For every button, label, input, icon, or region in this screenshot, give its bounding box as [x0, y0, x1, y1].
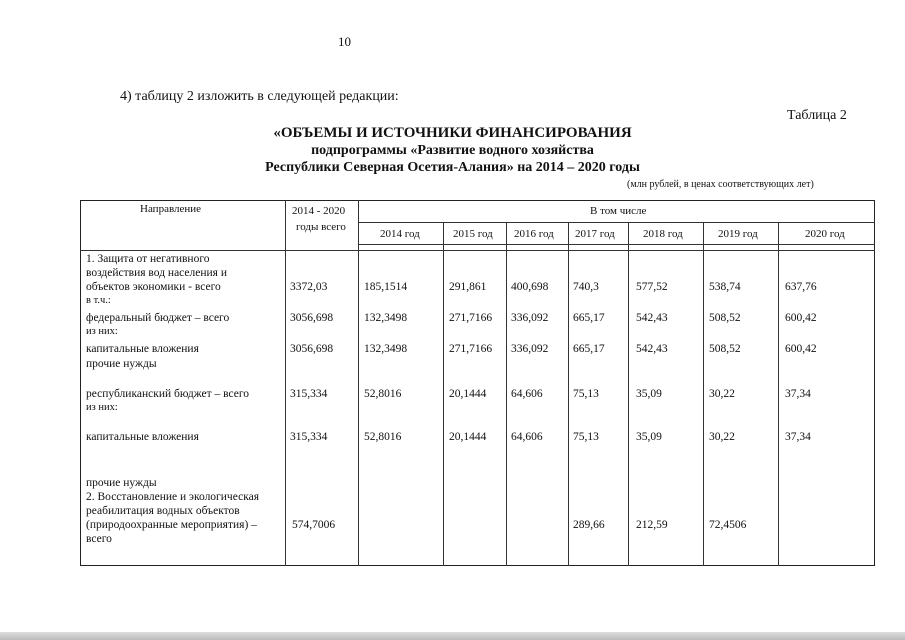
- col-divider: [443, 222, 444, 566]
- table-cell: 20,1444: [449, 388, 487, 400]
- table-cell: 508,52: [709, 343, 741, 355]
- row-label: из них:: [86, 326, 118, 337]
- table-cell: 212,59: [636, 519, 668, 531]
- table-cell: 3372,03: [290, 281, 328, 293]
- table-cell: 3056,698: [290, 312, 334, 324]
- row-label: (природоохранные мероприятия) –: [86, 519, 257, 531]
- row-label: капитальные вложения: [86, 343, 199, 355]
- table-cell: 75,13: [573, 388, 599, 400]
- table-cell: 37,34: [785, 431, 811, 443]
- table-cell: 665,17: [573, 312, 605, 324]
- col-divider: [358, 200, 359, 566]
- row-label: воздействия вод населения и: [86, 267, 227, 279]
- table-cell: 400,698: [511, 281, 549, 293]
- col-divider: [703, 222, 704, 566]
- table-cell: 336,092: [511, 312, 549, 324]
- table-cell: 35,09: [636, 388, 662, 400]
- col-divider: [778, 222, 779, 566]
- table-cell: 132,3498: [364, 312, 408, 324]
- table-cell: 542,43: [636, 343, 668, 355]
- units-note: (млн рублей, в ценах соответствующих лет): [627, 179, 814, 190]
- header-including: В том числе: [590, 205, 647, 217]
- table-cell: 291,861: [449, 281, 487, 293]
- table-cell: 289,66: [573, 519, 605, 531]
- table-cell: 315,334: [290, 388, 328, 400]
- header-year: 2017 год: [575, 228, 615, 240]
- table-cell: 665,17: [573, 343, 605, 355]
- row-label: республиканский бюджет – всего: [86, 388, 250, 400]
- header-year: 2014 год: [380, 228, 420, 240]
- table-cell: 336,092: [511, 343, 549, 355]
- table-cell: 508,52: [709, 312, 741, 324]
- header-year: 2018 год: [643, 228, 683, 240]
- row-label: федеральный бюджет – всего: [86, 312, 230, 324]
- header-divider: [80, 250, 875, 251]
- table-cell: 185,1514: [364, 281, 408, 293]
- header-year: 2020 год: [805, 228, 845, 240]
- table-cell: 37,34: [785, 388, 811, 400]
- page-number: 10: [338, 34, 351, 49]
- table-cell: 132,3498: [364, 343, 408, 355]
- row-label: в т.ч.:: [86, 295, 111, 306]
- table-cell: 271,7166: [449, 312, 493, 324]
- table-cell: 52,8016: [364, 388, 402, 400]
- table-cell: 30,22: [709, 431, 735, 443]
- col-divider: [628, 222, 629, 566]
- row-label: всего: [86, 533, 112, 545]
- table-cell: 35,09: [636, 431, 662, 443]
- row-label: 1. Защита от негативного: [86, 253, 210, 265]
- header-direction: Направление: [140, 203, 202, 215]
- table-cell: 600,42: [785, 343, 817, 355]
- header-year: 2015 год: [453, 228, 493, 240]
- table-cell: 75,13: [573, 431, 599, 443]
- table-cell: 740,3: [573, 281, 599, 293]
- row-label: 2. Восстановление и экологическая: [86, 491, 260, 503]
- row-label: прочие нужды: [86, 477, 157, 489]
- scan-edge: [0, 632, 905, 640]
- table-cell: 271,7166: [449, 343, 493, 355]
- table-cell: 600,42: [785, 312, 817, 324]
- header-year: 2019 год: [718, 228, 758, 240]
- header-year: 2016 год: [514, 228, 554, 240]
- table-cell: 538,74: [709, 281, 741, 293]
- row-divider: [358, 222, 875, 223]
- table-cell: 3056,698: [290, 343, 334, 355]
- header-period-line2: годы всего: [296, 221, 346, 233]
- table-cell: 315,334: [290, 431, 328, 443]
- table-label: Таблица 2: [787, 108, 847, 123]
- col-divider: [568, 222, 569, 566]
- table-cell: 52,8016: [364, 431, 402, 443]
- table-cell: 577,52: [636, 281, 668, 293]
- table-subtitle: подпрограммы «Развитие водного хозяйства: [311, 143, 594, 158]
- col-divider: [506, 222, 507, 566]
- intro-paragraph: 4) таблицу 2 изложить в следующей редакции:: [120, 89, 399, 104]
- table-cell: 64,606: [511, 431, 543, 443]
- table-cell: 574,7006: [292, 519, 336, 531]
- row-label: объектов экономики - всего: [86, 281, 221, 293]
- table-cell: 30,22: [709, 388, 735, 400]
- table-cell: 64,606: [511, 388, 543, 400]
- row-label: прочие нужды: [86, 358, 157, 370]
- table-cell: 542,43: [636, 312, 668, 324]
- table-title: «ОБЪЕМЫ И ИСТОЧНИКИ ФИНАНСИРОВАНИЯ: [273, 125, 632, 141]
- table-subtitle-region: Республики Северная Осетия-Алания» на 2014 – 2020 годы: [265, 160, 640, 175]
- row-label: капитальные вложения: [86, 431, 199, 443]
- table-cell: 637,76: [785, 281, 817, 293]
- table-cell: 20,1444: [449, 431, 487, 443]
- row-divider: [358, 244, 875, 245]
- row-label: реабилитация водных объектов: [86, 505, 240, 517]
- col-divider: [285, 200, 286, 566]
- row-label: из них:: [86, 402, 118, 413]
- table-cell: 72,4506: [709, 519, 747, 531]
- header-period-line1: 2014 - 2020: [292, 205, 346, 217]
